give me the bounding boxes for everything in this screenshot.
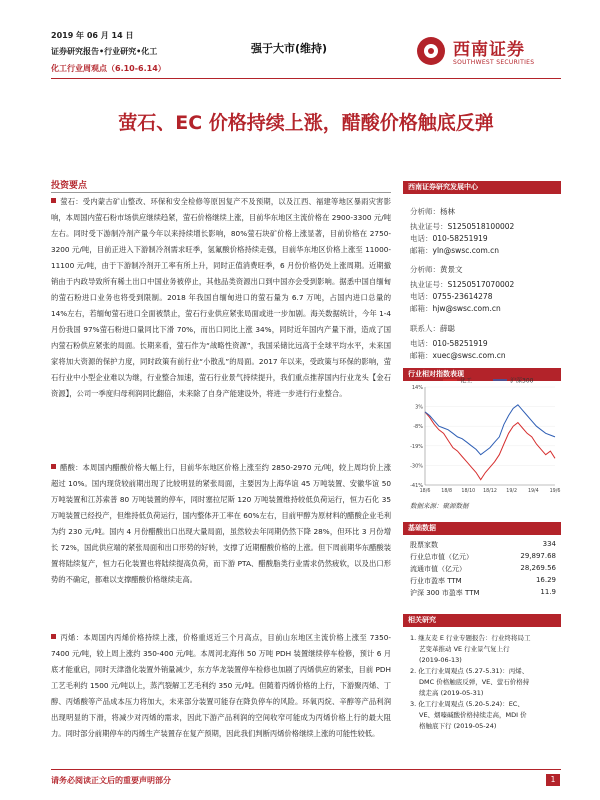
basic-data-value: 334	[542, 540, 556, 548]
basic-data-row	[410, 552, 556, 562]
paragraph-acetic-acid	[51, 460, 391, 588]
y-tick-label: -30%	[410, 463, 423, 470]
related-research-line: 艺变革推动 VE 行业景气复上行	[419, 645, 510, 653]
related-research-heading: 相关研究	[403, 614, 561, 627]
y-tick-label: -41%	[410, 483, 423, 489]
related-research-line: 2. 化工行业周观点 (5.27-5.31)：丙烯、	[410, 667, 529, 675]
paragraph-propylene-text: 丙烯：本周国内丙烯价格持续上涨，价格重返近三个月高点，目前山东地区主流价格上涨至 7350-7400 元/吨，较上周上涨约 350-400 元/吨。本周河北海伟 50 万吨 PDH 装置继续停车检修，预计 6 月底才能重启，同时天津渤化装置外销量减少，东方华龙装置停车检修也加剧了丙烯供应的紧张，目前 PDH 工艺毛利约 1500 元/吨以上，蒸汽裂解工艺毛利约 350 元/吨。但随着丙烯价格的上行，下游聚丙烯、丁醇、丙烯酸等产品成本压力将加大，未来部分装置可能存在降负停车的风险。环氧丙烷、辛醇等产品利润出现明显的下滑，将减少对丙烯的需求，因此下游产品利润的空间收窄可能成为丙烯价格上行的最大阻力。同时部分前期停车的丙烯生产装置存在复产预期，因此我们判断丙烯价格继续上涨的可能性较低。	[51, 633, 391, 738]
y-tick-label: -19%	[410, 443, 423, 450]
analyst1-cert: 执业证号：S1250518100002	[410, 222, 515, 231]
related-research-line: 格触底下行 (2019-05-24)	[419, 722, 497, 730]
logo-mark-icon	[417, 37, 445, 65]
summary-divider	[51, 192, 391, 193]
report-date: 2019 年 06 月 14 日	[51, 31, 134, 40]
y-tick-label: -8%	[413, 424, 423, 431]
y-tick-label: 14%	[411, 385, 423, 391]
analyst1-name: 分析师：杨林	[410, 207, 455, 216]
related-research-line: 3. 化工行业周观点 (5.20-5.24)：EC、	[410, 700, 524, 708]
relative-index-chart	[403, 373, 561, 505]
basic-data-key: 股票家数	[410, 541, 438, 549]
analyst1-email[interactable]: 邮箱：yln@swsc.com.cn	[410, 246, 500, 255]
footer-disclaimer: 请务必阅读正文后的重要声明部分	[51, 776, 171, 785]
basic-data-value: 29,897.68	[520, 552, 556, 560]
x-tick-label: 18/8	[441, 489, 453, 494]
related-research-item[interactable]	[410, 666, 560, 699]
x-tick-label: 19/6	[549, 489, 561, 494]
basic-data-value: 16.29	[535, 576, 556, 584]
related-research-item[interactable]	[410, 699, 560, 732]
analyst2-tel: 电话：0755-23614278	[410, 292, 493, 301]
related-research-line: 1. 继友麦 E 行业专题报告：行业终将局工	[410, 634, 531, 642]
summary-heading: 投资要点	[51, 181, 88, 191]
basic-data-key: 沪深 300 市盈率 TTM	[410, 589, 480, 597]
basic-data-heading: 基础数据	[403, 522, 561, 535]
related-research-line: (2019-06-13)	[419, 656, 462, 664]
page-number: 1	[546, 774, 560, 786]
basic-data-value: 28,269.56	[520, 564, 556, 572]
report-weekly-title: 化工行业周观点（6.10-6.14）	[51, 64, 166, 73]
basic-data-key: 流通市值（亿元）	[410, 565, 466, 573]
y-tick-label: 3%	[415, 404, 423, 411]
analyst2-name: 分析师：黄景文	[410, 265, 463, 274]
related-research-line: 续走高 (2019-05-31)	[419, 689, 484, 697]
basic-data-row	[410, 576, 556, 586]
industry-rating: 强于大市(维持)	[251, 42, 328, 55]
paragraph-fluorite	[51, 194, 391, 402]
paragraph-acetic-acid-text: 醋酸：本周国内醋酸价格大幅上行，目前华东地区价格上涨至约 2850-2970 元/吨，较上周均价上涨超过 10%。国内现货较前期出现了比较明显的紧张局面，主要因为上海华谊 45 万吨装置、安徽华谊 50 万吨装置和江苏索普 80 万吨装置的停车，同时塞拉尼斯 120 万吨装置维持较低负荷运行，恒力石化 35 万吨装置已经投产，但维持低负荷运行，国内整体开工率在 60%左右，目前甲醇为原材料的醋酸企业毛利为约 230 元/吨。国内 4 月份醋酸出口出现大量局面，虽然较去年同期仍然下降 28%，但环比 3 月份增长 72%，国此供应端的紧张局面和出口形势的好转，支撑了近期醋酸价格的上涨。但下周前期华东醋酸装置将陆续复产，恒力石化装置也将陆续提高负荷，而下游 PTA、醋酸脂类行业需求仍然疲软，以及出口形势的不确定，都难以支撑醋酸价格继续走高。	[51, 463, 391, 584]
x-tick-label: 18/6	[419, 489, 431, 494]
x-tick-label: 18/12	[483, 489, 497, 494]
basic-data-value: 11.9	[540, 588, 556, 596]
bullet-icon	[51, 464, 56, 469]
related-research-line: VE、烟嗪碱酸价格持续走高，MDI 价	[419, 711, 527, 719]
x-tick-label: 18/10	[461, 489, 476, 494]
paragraph-propylene	[51, 630, 391, 742]
legend-label: 化工	[460, 377, 473, 385]
bullet-icon	[51, 634, 56, 639]
related-research-item[interactable]	[410, 633, 560, 666]
basic-data-key: 行业总市值（亿元）	[410, 553, 473, 561]
logo-text-en: SOUTHWEST SECURITIES	[453, 59, 535, 66]
contact-email[interactable]: 邮箱：xuec@swsc.com.cn	[410, 351, 506, 360]
company-logo	[417, 35, 562, 69]
contact-name: 联系人：薛聪	[410, 324, 455, 333]
footer-divider	[51, 769, 561, 770]
research-team-heading: 西南证券研究发展中心	[403, 181, 561, 194]
header-divider	[51, 78, 561, 79]
analyst1-tel: 电话：010-58251919	[410, 234, 488, 243]
chart-data-source: 数据来源：聚源数据	[410, 502, 469, 510]
legend-label: 沪深300	[510, 377, 534, 385]
basic-data-row	[410, 564, 556, 574]
basic-data-row	[410, 588, 556, 598]
logo-text-cn: 西南证券	[453, 40, 525, 60]
basic-data-row	[410, 540, 556, 550]
page-title: 萤石、EC 价格持续上涨，醋酸价格触底反弹	[118, 112, 494, 134]
report-category: 证券研究报告•行业研究•化工	[51, 47, 158, 56]
analyst2-cert: 执业证号：S1250517070002	[410, 280, 515, 289]
series-line-csi300	[425, 405, 555, 455]
contact-tel: 电话：010-58251919	[410, 339, 488, 348]
basic-data-key: 行业市盈率 TTM	[410, 577, 462, 585]
x-tick-label: 19/4	[527, 489, 539, 494]
analyst2-email[interactable]: 邮箱：hjw@swsc.com.cn	[410, 304, 501, 313]
bullet-icon	[51, 198, 56, 203]
index-chart-heading: 行业相对指数表现	[403, 368, 561, 381]
paragraph-fluorite-text: 萤石：受内蒙古矿山整改、环保和安全检修等原因复产不及预期，以及江西、福建等地区暴雨灾害影响，本周国内萤石粉市场供应继续趋紧，萤石价格继续上涨，目前华东地区主流价格在 2900-3300 元/吨左右。同时受下游制冷剂产量今年以来持续增长影响，80%萤石块矿价格上涨显著，目前价格在 2750-3200 元/吨，目前正进入下游制冷剂需求旺季，氢氟酸价格持续走强，目前华东地区价格上涨至 11000-11100 元/吨，由于下游制冷剂开工率有所上升，同时正值消费旺季，6 月份价格仍处上涨周期。近期撤销由于内政导致所有稀土出口中国业务被停止，其他品类资源出口到中国亦会受到影响。据悉中国自缅甸的萤石粉进口业务也将受到限制。2018 年我国自缅甸进口的萤石量为 6.7 万吨，占国内进口总量的 14%左右，若缅甸萤石进口全面被禁止，萤石行业供应紧张局面或进一步加剧。海关数据统计，今年 1-4 月份我国 97%萤石粉进口量同比下滑 70%，而出口同比上涨 34%，同时近年国内产量下滑，造成了国内萤石粉供应紧张的局面。长期来看，萤石作为“战略性资源”，我国采储比远高于全球平均水平，未来国家将加大资源的保护力度，同时政策有前行业“小散乱”的局面。2017 年以来，受政策与环保的影响，萤石行业中小型企业难以为继，行业整合加速，萤石行业景气持续提升，我们重点推荐国内行业龙头【金石资源】，公司一季度归母利润同比翻倍，未来除了自身产能建设外，将进一步进行行业整合。	[51, 197, 391, 398]
x-tick-label: 19/2	[506, 489, 518, 494]
related-research-line: DMC 价格触底反弹，VE、萤石价格持	[419, 678, 530, 686]
